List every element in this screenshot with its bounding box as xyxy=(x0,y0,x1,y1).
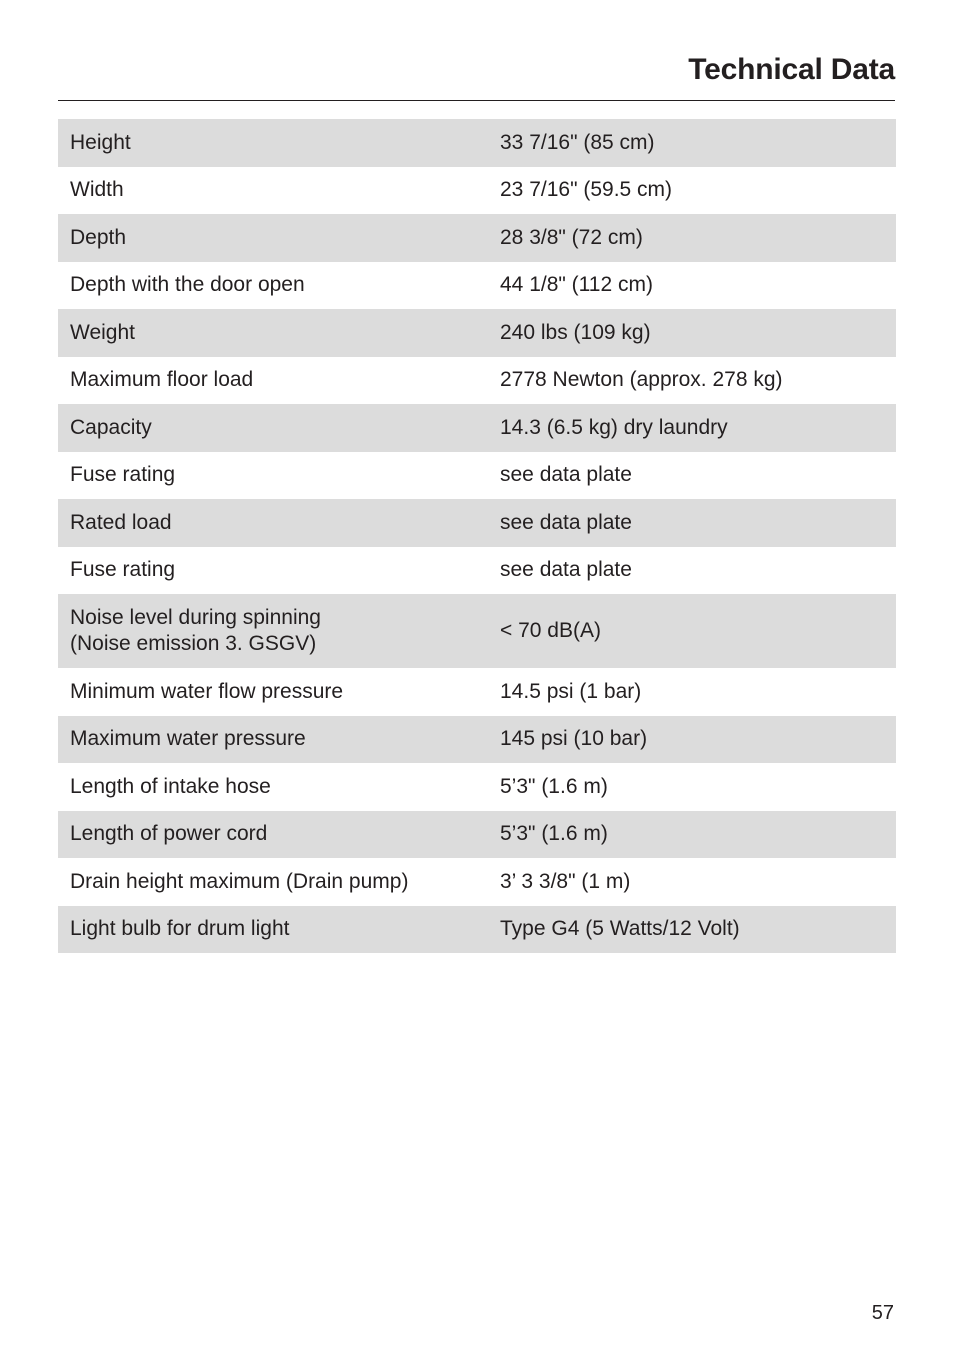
spec-value: 14.5 psi (1 bar) xyxy=(500,679,642,703)
spec-label: Maximum floor load xyxy=(70,368,254,392)
spec-label: Height xyxy=(70,130,131,154)
spec-value: Type G4 (5 Watts/12 Volt) xyxy=(500,917,740,941)
table-row xyxy=(58,214,896,262)
spec-value: 3’ 3 3/8" (1 m) xyxy=(500,869,631,893)
spec-value: 5’3" (1.6 m) xyxy=(500,774,608,798)
spec-value: see data plate xyxy=(500,510,632,534)
table-row xyxy=(58,167,896,215)
spec-label: Depth with the door open xyxy=(70,273,305,297)
spec-value: 145 psi (10 bar) xyxy=(500,727,648,751)
spec-value: see data plate xyxy=(500,463,632,487)
spec-label: Length of intake hose xyxy=(70,774,271,798)
spec-value: 2778 Newton (approx. 278 kg) xyxy=(500,368,783,392)
page-number: 57 xyxy=(871,1302,894,1324)
table-row xyxy=(58,858,896,906)
page-title: Technical Data xyxy=(688,53,895,86)
spec-label: Minimum water flow pressure xyxy=(70,679,344,703)
spec-label-line: Noise level during spinning xyxy=(70,606,321,629)
spec-value: 14.3 (6.5 kg) dry laundry xyxy=(500,415,728,439)
spec-value: 240 lbs (109 kg) xyxy=(500,320,651,344)
table-row xyxy=(58,716,896,764)
technical-data-table xyxy=(58,119,896,953)
spec-value: 5’3" (1.6 m) xyxy=(500,822,608,846)
spec-label: Weight xyxy=(70,320,135,344)
spec-value: see data plate xyxy=(500,558,632,582)
table-row xyxy=(58,547,896,595)
table-row xyxy=(58,452,896,500)
table-row xyxy=(58,906,896,954)
table-row xyxy=(58,309,896,357)
spec-label: Depth xyxy=(70,225,127,249)
spec-label: Fuse rating xyxy=(70,463,176,487)
table-row xyxy=(58,811,896,859)
spec-label: Rated load xyxy=(70,510,172,534)
spec-value: 33 7/16" (85 cm) xyxy=(500,130,655,154)
spec-value: 23 7/16" (59.5 cm) xyxy=(500,178,673,202)
spec-label: Fuse rating xyxy=(70,558,176,582)
table-row xyxy=(58,499,896,547)
table-row xyxy=(58,594,896,668)
title-divider xyxy=(58,100,895,101)
spec-value: 44 1/8" (112 cm) xyxy=(500,273,653,297)
table-row xyxy=(58,404,896,452)
spec-label-line: (Noise emission 3. GSGV) xyxy=(70,632,317,655)
table-row xyxy=(58,763,896,811)
table-row xyxy=(58,357,896,405)
table-row xyxy=(58,262,896,310)
spec-value: 28 3/8" (72 cm) xyxy=(500,225,643,249)
spec-label: Width xyxy=(70,178,124,202)
spec-label xyxy=(58,594,489,668)
table-row xyxy=(58,668,896,716)
spec-value: < 70 dB(A) xyxy=(500,619,601,642)
spec-label: Light bulb for drum light xyxy=(70,917,290,941)
spec-label: Length of power cord xyxy=(70,822,268,846)
spec-label: Maximum water pressure xyxy=(70,727,306,751)
table-row xyxy=(58,119,896,167)
spec-label: Drain height maximum (Drain pump) xyxy=(70,869,409,893)
spec-label: Capacity xyxy=(70,415,152,439)
